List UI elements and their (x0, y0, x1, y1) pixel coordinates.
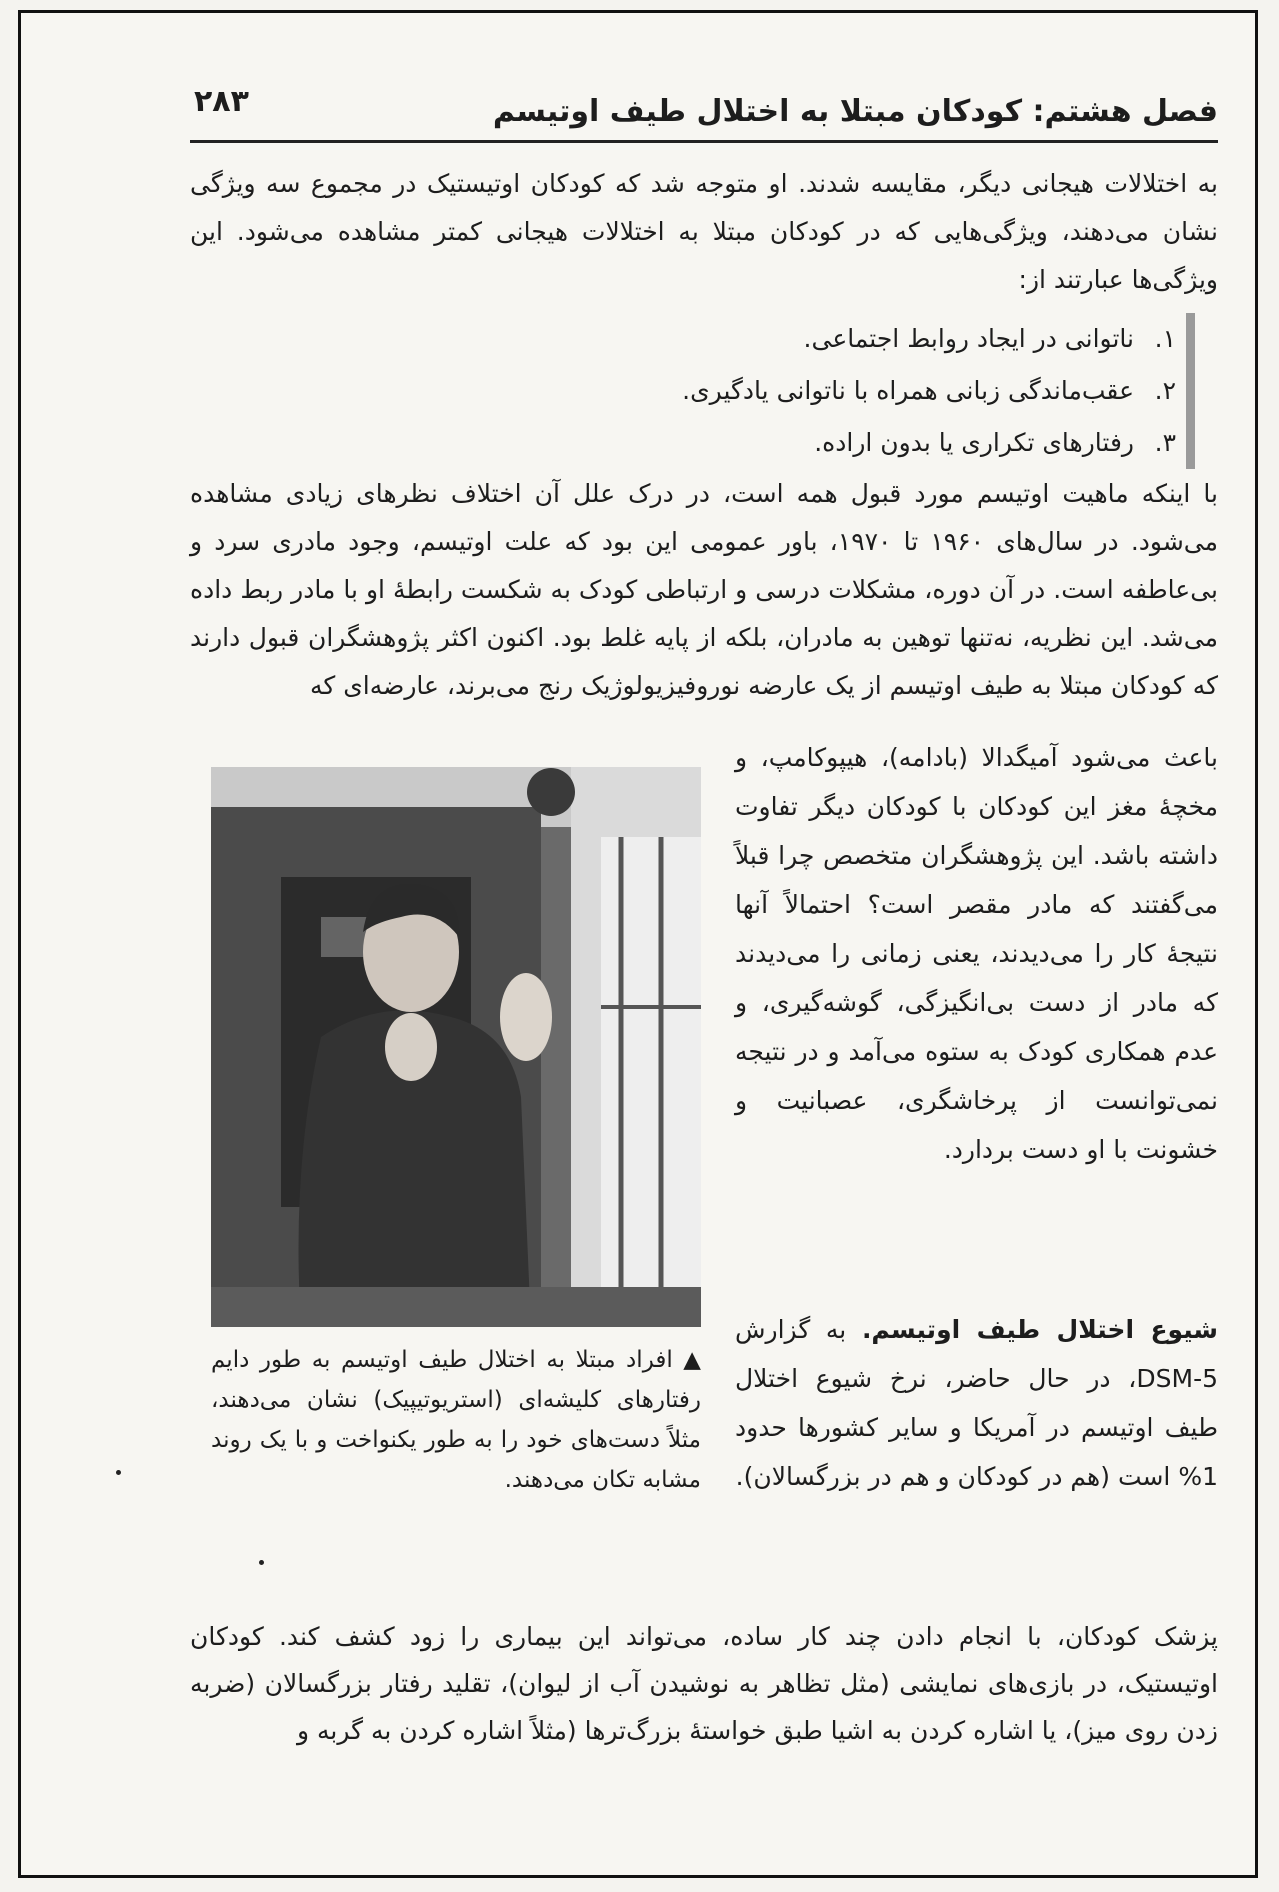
paragraph-causes: با اینکه ماهیت اوتیسم مورد قبول همه است، در درک علل آن اختلاف نظرهای زیادی مشاهده می‌شود. در سال‌های ۱۹۶۰ تا ۱۹۷۰، باور عمومی این بود که علت اوتیسم، وجود مادری سرد و بی‌عاطفه است. در آن دوره، مشکلات درسی و ارتباطی کودک به شکست رابطهٔ او با مادر ربط داده می‌شد. این نظریه، نه‌تنها توهین به مادران، بلکه از پایه غلط بود. اکنون اکثر پژوهشگران قبول دارند که کودکان مبتلا به طیف اوتیسم از یک عارضه نوروفیزیولوژیک رنج می‌برند، عارضه‌ای که (190, 479, 1218, 700)
section-text: به گزارش DSM-5، در حال حاضر، نرخ شیوع اختلال طیف اوتیسم در آمریکا و سایر کشورها حدود 1% است (هم در کودکان و هم در بزرگسالان). (735, 1315, 1218, 1491)
paragraph-diagnosis: پزشک کودکان، با انجام دادن چند کار ساده، می‌تواند این بیماری را زود کشف کند. کودکان اوتیستیک، در بازی‌های نمایشی (مثل تظاهر به نوشیدن آب از لیوان)، تقلید رفتار بزرگسالان (ضربه زدن روی میز)، یا اشاره کردن به اشیا طبق خواستهٔ بزرگ‌ترها (مثلاً اشاره کردن به گربه و (190, 1622, 1218, 1745)
list-item-text: عقب‌ماندگی زبانی همراه با ناتوانی یادگیری. (682, 376, 1134, 405)
list-item-text: ناتوانی در ایجاد روابط اجتماعی. (803, 324, 1134, 353)
scan-speck (259, 1560, 264, 1565)
list-item-number: ۱. (1154, 324, 1176, 353)
chapter-title: فصل هشتم: کودکان مبتلا به اختلال طیف اوتیسم (492, 94, 1218, 129)
list-item (650, 365, 1176, 417)
section-heading: شیوع اختلال طیف اوتیسم. (861, 1315, 1218, 1344)
page-header (190, 82, 1218, 143)
list-item-number: ۲. (1154, 376, 1176, 405)
prevalence-section (735, 1305, 1218, 1501)
page-number: ۲۸۳ (194, 84, 249, 119)
photo-caption: ▲ افراد مبتلا به اختلال طیف اوتیسم به طور دایم رفتارهای کلیشه‌ای (استریوتیپیک) نشان می‌دهند، مثلاً دست‌های خود را به طور یکنواخت و با یک روند مشابه تکان می‌دهند. (211, 1347, 701, 1493)
photo-person-hand-flapping (211, 767, 701, 1327)
characteristics-list (650, 313, 1195, 469)
list-item (650, 313, 1176, 365)
list-item-number: ۳. (1154, 428, 1176, 457)
scan-speck (116, 1470, 121, 1475)
list-item (650, 417, 1176, 469)
list-item-text: رفتارهای تکراری یا بدون اراده. (814, 428, 1134, 457)
paragraph-causes-continued: باعث می‌شود آمیگدالا (بادامه)، هیپوکامپ، و مخچهٔ مغز این کودکان با کودکان دیگر تفاوت داشته باشد. این پژوهشگران متخصص چرا قبلاً می‌گفتند که مادر مقصر است؟ احتمالاً آنها نتیجهٔ کار را می‌دیدند، یعنی زمانی را می‌دیدند که مادر از دست بی‌انگیزگی، گوشه‌گیری، و عدم همکاری کودک به ستوه می‌آمد و در نتیجه نمی‌توانست از پرخاشگری، عصبانیت و خشونت با او دست بردارد. (735, 743, 1218, 1164)
intro-paragraph: به اختلالات هیجانی دیگر، مقایسه شدند. او متوجه شد که کودکان اوتیستیک در مجموع سه ویژگی نشان می‌دهند، ویژگی‌هایی که در کودکان مبتلا به اختلالات هیجانی کمتر مشاهده می‌شود. این ویژگی‌ها عبارتند از: (190, 169, 1218, 294)
